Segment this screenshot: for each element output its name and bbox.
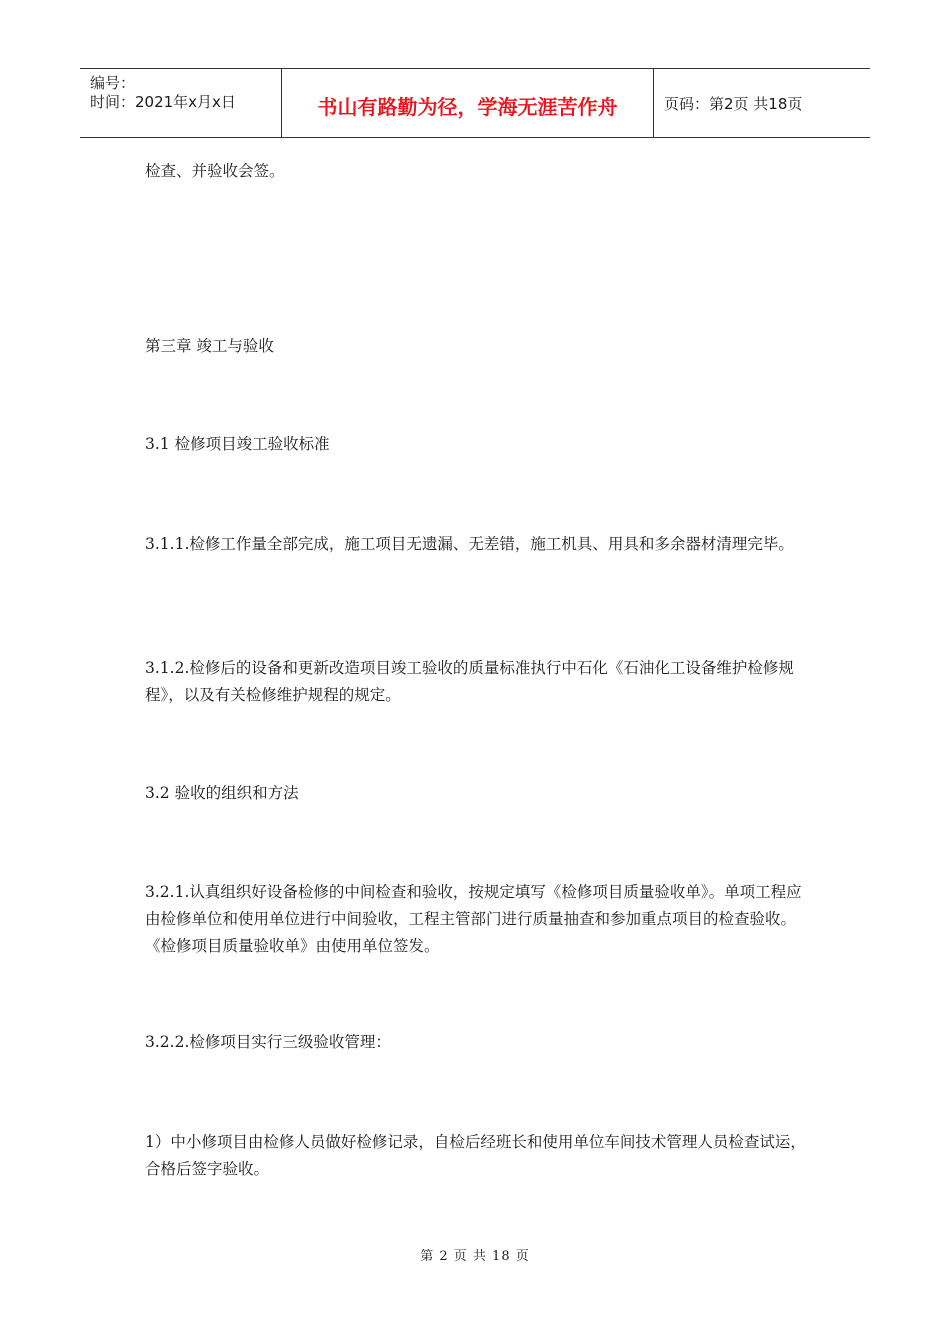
header-info-cell <box>80 69 282 137</box>
document-number-label: 编号： <box>90 74 136 92</box>
header-motto: 书山有路勤为径，学海无涯苦作舟 <box>317 95 618 119</box>
document-time-label: 时间：2021年x月x日 <box>90 93 236 111</box>
header-page-number: 页码：第2页 共18页 <box>664 95 803 113</box>
section-heading-3-2: 3.2 验收的组织和方法 <box>145 784 299 802</box>
header-motto-cell <box>282 69 654 137</box>
paragraph-item-1: 1）中小修项目由检修人员做好检修记录，自检后经班长和使用单位车间技术管理人员检查试运，合格后签字验收。 <box>145 1133 806 1178</box>
paragraph-1: 检查、并验收会签。 <box>145 162 285 180</box>
paragraph-3-2-2: 3.2.2.检修项目实行三级验收管理： <box>145 1033 391 1051</box>
paragraph-3-1-2: 3.1.2.检修后的设备和更新改造项目竣工验收的质量标准执行中石化《石油化工设备维护检修规程》，以及有关检修维护规程的规定。 <box>145 659 794 704</box>
header-table <box>80 68 870 138</box>
paragraph-3-1-1: 3.1.1.检修工作量全部完成，施工项目无遗漏、无差错，施工机具、用具和多余器材清理完毕。 <box>145 535 794 553</box>
header-page-cell <box>654 69 870 137</box>
page-footer: 第 2 页 共 18 页 <box>420 1249 530 1264</box>
section-heading-3-1: 3.1 检修项目竣工验收标准 <box>145 435 330 453</box>
chapter-heading: 第三章 竣工与验收 <box>145 337 274 355</box>
paragraph-3-2-1: 3.2.1.认真组织好设备检修的中间检查和验收，按规定填写《检修项目质量验收单》。单项工程应由检修单位和使用单位进行中间验收，工程主管部门进行质量抽查和参加重点项目的检查验收。《检修项目质量验收单》由使用单位签发。 <box>145 883 802 955</box>
